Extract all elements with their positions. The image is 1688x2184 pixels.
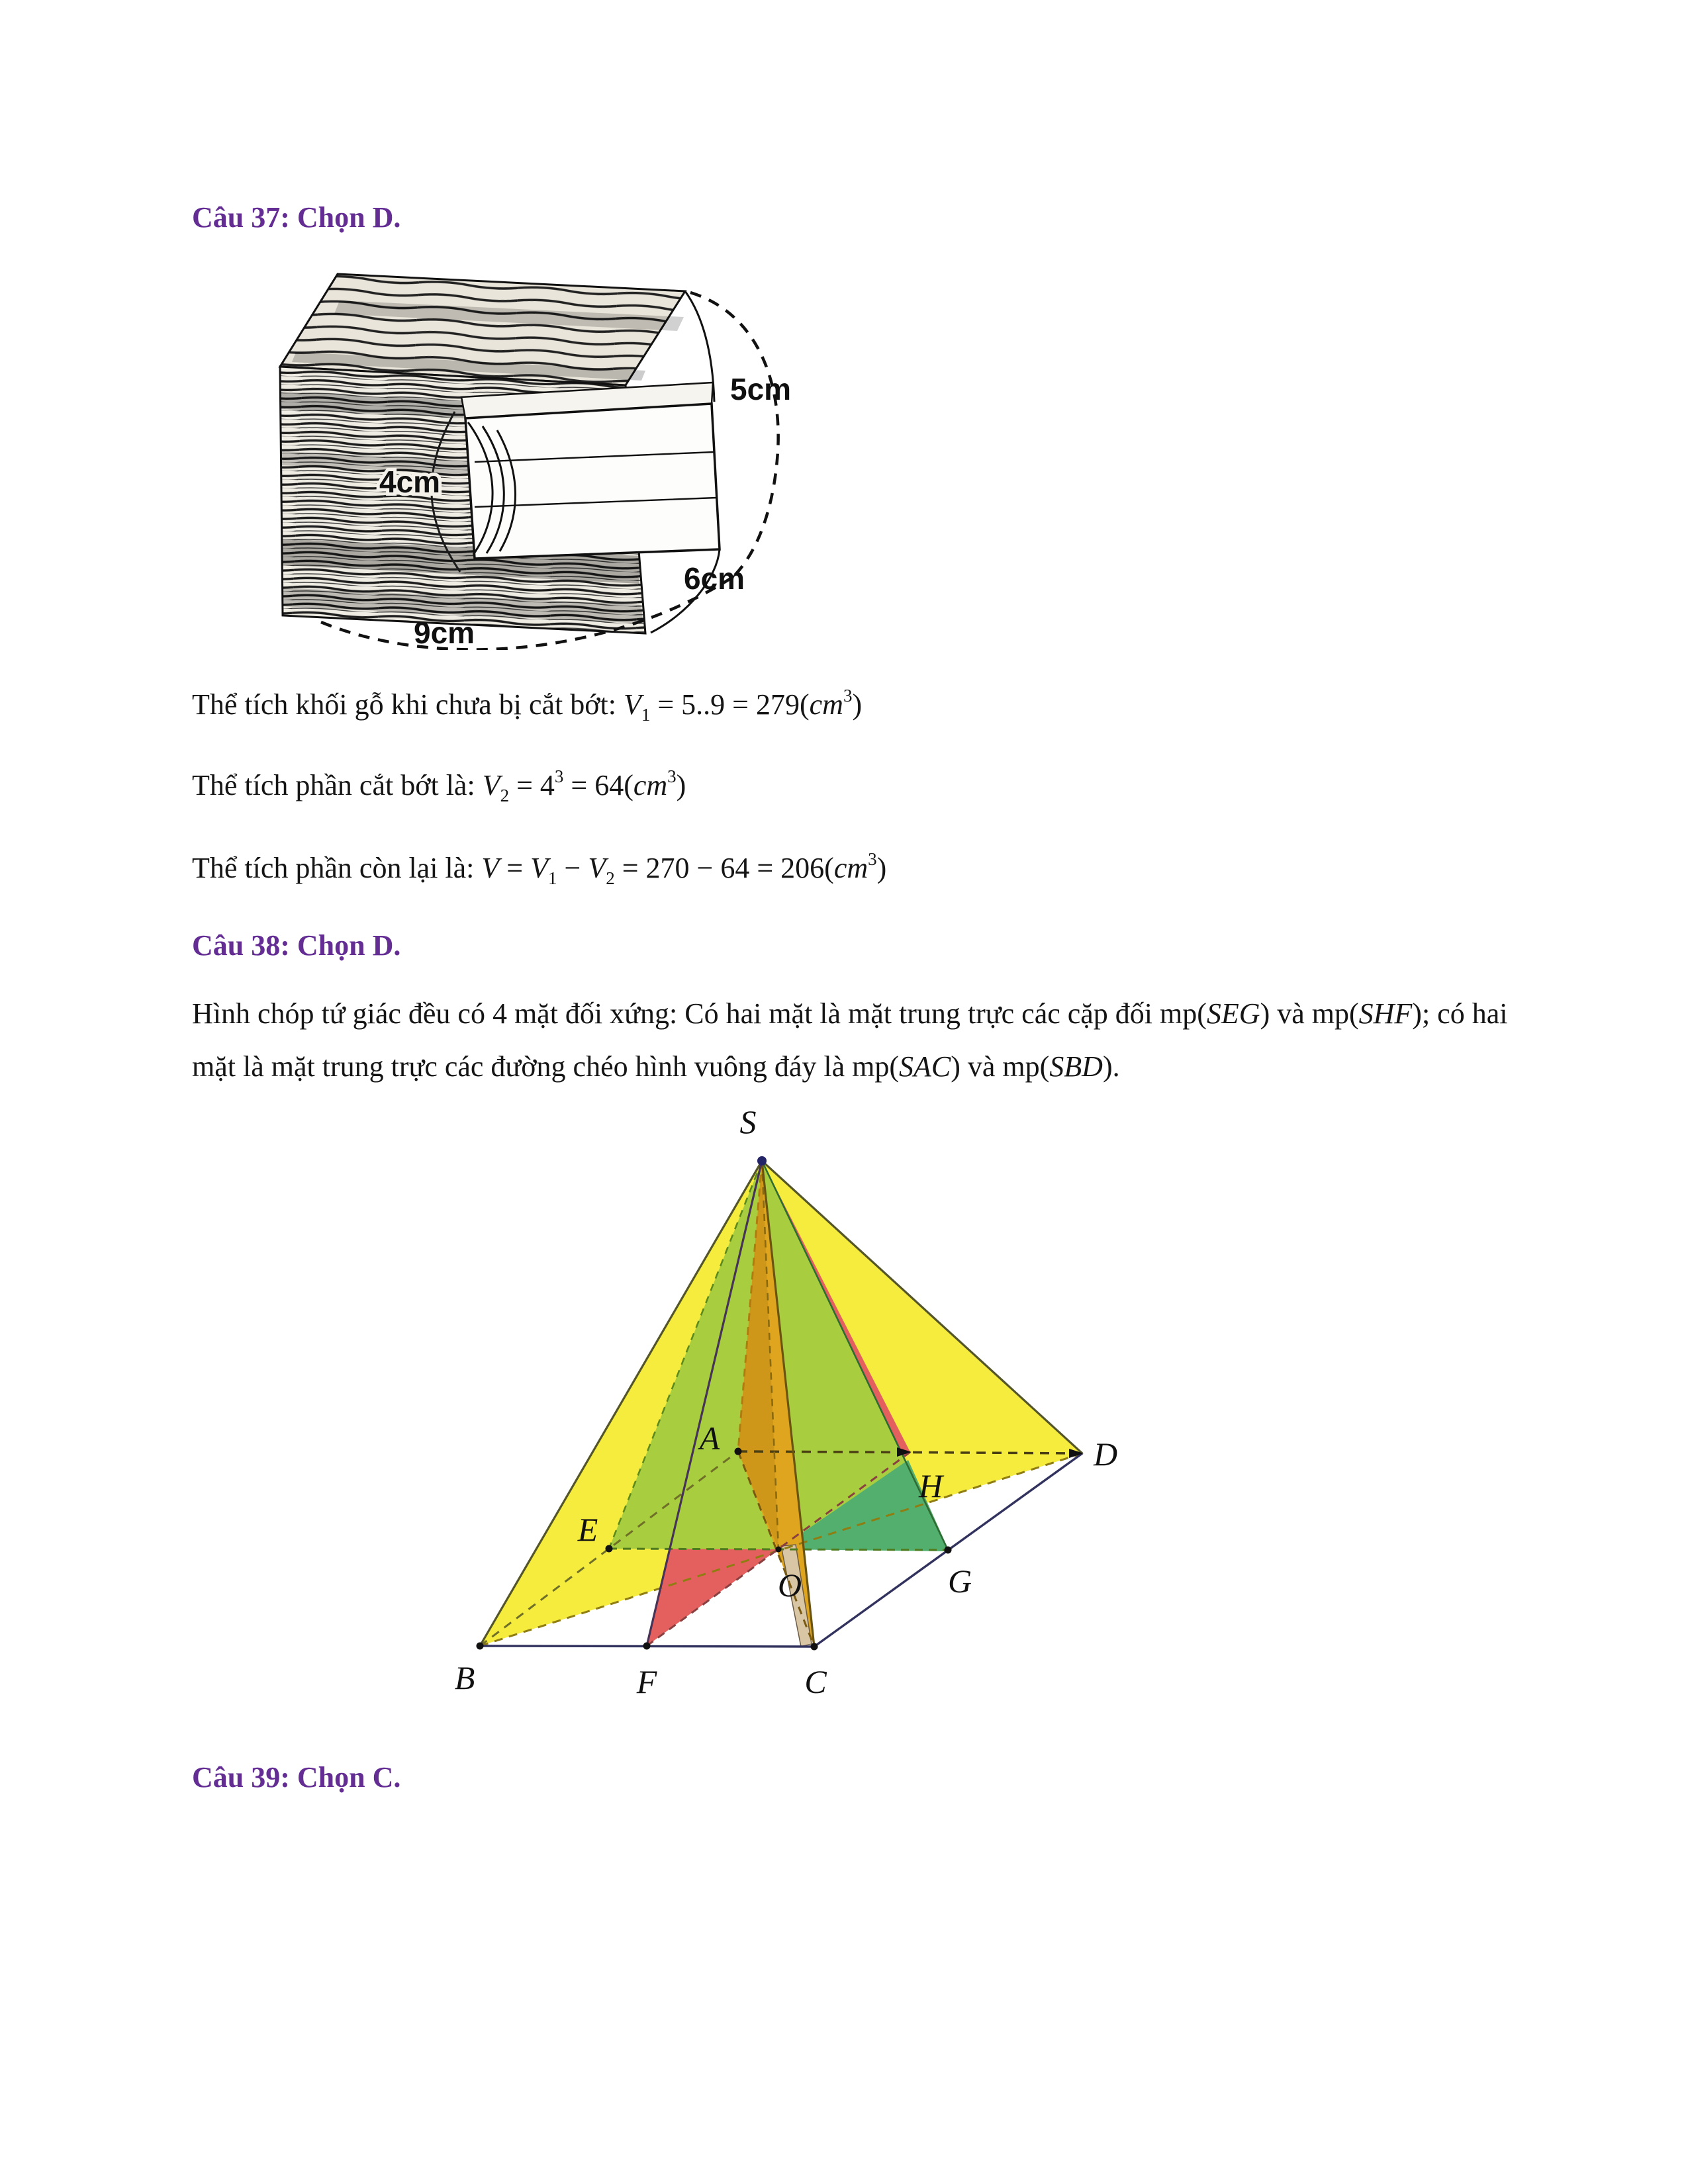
pyramid-figure: [410, 1092, 1125, 1721]
dim-label-notch: 4cm: [379, 465, 441, 499]
wood-block-figure: [222, 253, 804, 650]
q37-solution-line-2: [192, 768, 686, 803]
q37-solution-line-3: [192, 851, 886, 886]
label-G: G: [947, 1563, 972, 1600]
point-A: [735, 1448, 742, 1455]
label-A: A: [699, 1420, 720, 1457]
label-O: O: [777, 1567, 802, 1604]
dim-label-depth: 6cm: [684, 561, 745, 596]
line-text: Thể tích phần cắt bớt là:: [192, 769, 483, 801]
point-S: [757, 1156, 767, 1165]
line-text: Thể tích phần còn lại là:: [192, 852, 482, 884]
formula-v: $V = V_1 - V_2 = 270 - 64 = 206(cm^3)$: [481, 849, 887, 888]
point-B: [477, 1643, 484, 1650]
point-G: [945, 1547, 952, 1554]
label-E: E: [577, 1511, 598, 1548]
dim-label-width: 9cm: [414, 615, 475, 650]
q38-explanation: Hình chóp tứ giác đều có 4 mặt đối xứng: Có hai mặt là mặt trung trực các cặp đối mp(SEG) và mp(SHF); có hai mặt là mặt trung trực các đường chéo hình vuông đáy là mp(SAC) và mp(SBD).: [192, 997, 1508, 1083]
label-B: B: [454, 1659, 475, 1696]
formula-v2: $V_2 = 4^3 = 64(cm^3)$: [482, 766, 686, 805]
dim-label-height: 5cm: [730, 372, 792, 406]
label-S: S: [739, 1103, 757, 1140]
label-C: C: [804, 1663, 827, 1700]
heading-q38: Câu 38: Chọn D.: [192, 929, 401, 962]
heading-q37: Câu 37: Chọn D.: [192, 201, 401, 234]
formula-v1: $V_1 = 5..9 = 279(cm^3)$: [623, 686, 863, 725]
point-F: [643, 1643, 651, 1650]
point-C: [811, 1643, 818, 1651]
point-O: [776, 1547, 782, 1553]
heading-q39: Câu 39: Chọn C.: [192, 1761, 401, 1794]
line-text: Thể tích khối gỗ khi chưa bị cắt bớt:: [192, 688, 624, 721]
point-E: [606, 1545, 613, 1553]
label-H: H: [918, 1467, 943, 1504]
label-D: D: [1094, 1435, 1118, 1473]
q37-solution-line-1: [192, 688, 862, 723]
label-F: F: [636, 1663, 657, 1700]
